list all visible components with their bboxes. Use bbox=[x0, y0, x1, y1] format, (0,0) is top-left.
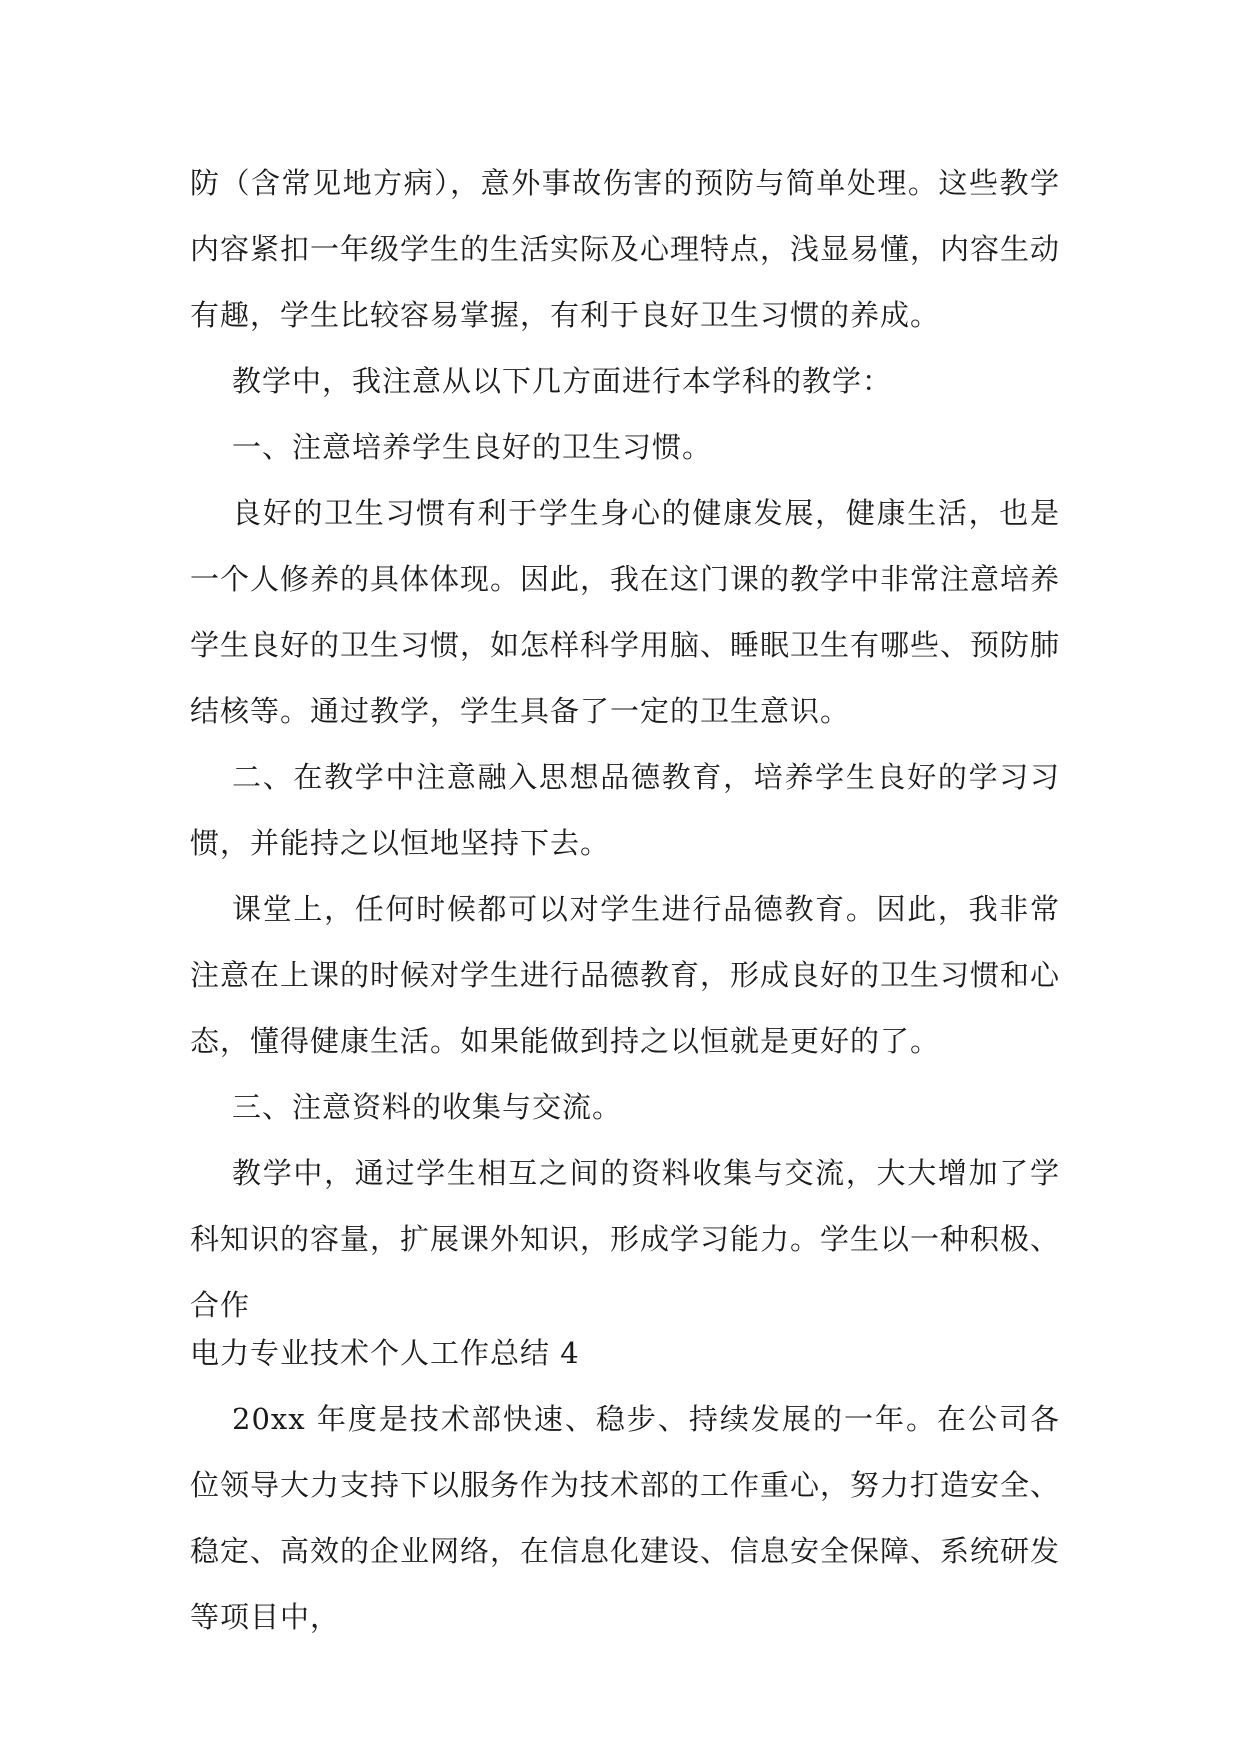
paragraph-point-two-heading: 二、在教学中注意融入思想品德教育，培养学生良好的学习习惯，并能持之以恒地坚持下去。 bbox=[190, 760, 1060, 860]
paragraph-point-three-body: 教学中，通过学生相互之间的资料收集与交流，大大增加了学科知识的容量，扩展课外知识，形成学习能力。学生以一种积极、合作 bbox=[190, 1156, 1061, 1322]
section-heading: 电力专业技术个人工作总结 4 bbox=[190, 1336, 580, 1370]
paragraph-point-one-heading: 一、注意培养学生良好的卫生习惯。 bbox=[232, 430, 713, 464]
paragraph-point-three-heading: 三、注意资料的收集与交流。 bbox=[232, 1090, 623, 1124]
paragraph-teaching-intro: 教学中，我注意从以下几方面进行本学科的教学： bbox=[232, 364, 893, 398]
paragraph-section-4-body: 20xx 年度是技术部快速、稳步、持续发展的一年。在公司各位领导大力支持下以服务作为技术部的工作重心，努力打造安全、稳定、高效的企业网络，在信息化建设、信息安全保障、系统研发等项目中， bbox=[190, 1402, 1061, 1634]
section-4 bbox=[190, 1320, 1060, 1650]
paragraph-health-content: 防（含常见地方病），意外事故伤害的预防与简单处理。这些教学内容紧扣一年级学生的生活实际及心理特点，浅显易懂，内容生动有趣，学生比较容易掌握，有利于良好卫生习惯的养成。 bbox=[190, 166, 1061, 332]
body-text-section bbox=[190, 150, 1060, 1338]
paragraph-point-two-body: 课堂上，任何时候都可以对学生进行品德教育。因此，我非常注意在上课的时候对学生进行品德教育，形成良好的卫生习惯和心态，懂得健康生活。如果能做到持之以恒就是更好的了。 bbox=[190, 892, 1061, 1058]
paragraph-point-one-body: 良好的卫生习惯有利于学生身心的健康发展，健康生活，也是一个人修养的具体体现。因此，我在这门课的教学中非常注意培养学生良好的卫生习惯，如怎样科学用脑、睡眠卫生有哪些、预防肺结核等。通过教学，学生具备了一定的卫生意识。 bbox=[190, 496, 1061, 728]
